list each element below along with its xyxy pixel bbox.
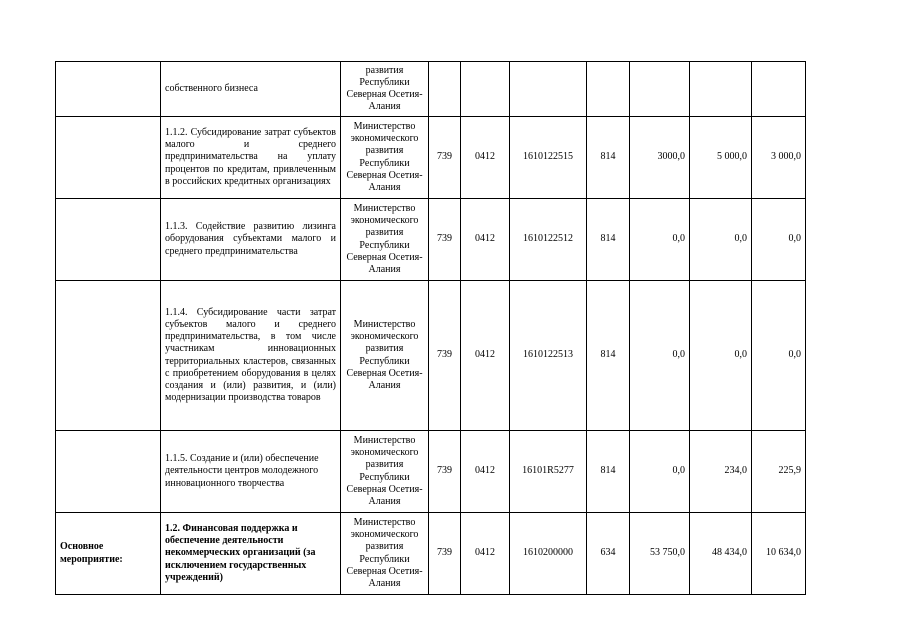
csr-cell: 16101R5277	[510, 431, 587, 513]
vr-cell: 814	[587, 431, 630, 513]
grbs-cell: 739	[429, 281, 461, 431]
amount-year2-cell: 0,0	[690, 281, 752, 431]
amount-year2-cell: 5 000,0	[690, 117, 752, 199]
vr-cell	[587, 62, 630, 117]
executor-cell: Министерство экономического развития Республики Северная Осетия-Алания	[341, 431, 429, 513]
amount-year1-cell	[630, 62, 690, 117]
executor-cell: Министерство экономического развития Республики Северная Осетия-Алания	[341, 281, 429, 431]
amount-year1-cell: 0,0	[630, 431, 690, 513]
csr-cell: 1610122512	[510, 199, 587, 281]
table-row	[56, 62, 806, 117]
activity-name-cell: собственного бизнеса	[161, 62, 341, 117]
grbs-cell	[429, 62, 461, 117]
activity-name-cell: 1.2. Финансовая поддержка и обеспечение деятельности некоммерческих организаций (за исключением государственных учреждений)	[161, 513, 341, 595]
csr-cell	[510, 62, 587, 117]
rz-pr-cell: 0412	[461, 199, 510, 281]
amount-year3-cell: 3 000,0	[752, 117, 806, 199]
rz-pr-cell: 0412	[461, 117, 510, 199]
grbs-cell: 739	[429, 513, 461, 595]
amount-year3-cell	[752, 62, 806, 117]
amount-year3-cell: 0,0	[752, 281, 806, 431]
rz-pr-cell: 0412	[461, 281, 510, 431]
activity-name-cell: 1.1.5. Создание и (или) обеспечение деятельности центров молодежного инновационного творчества	[161, 431, 341, 513]
activity-name-cell: 1.1.4. Субсидирование части затрат субъектов малого и среднего предпринимательства, в том числе участникам инновационных территориальных кластеров, связанных с приобретением оборудования в целях создания и (или) развития, и (или) модернизации производства товаров	[161, 281, 341, 431]
activity-kind-cell: Основное мероприятие:	[56, 513, 161, 595]
vr-cell: 814	[587, 281, 630, 431]
amount-year2-cell: 234,0	[690, 431, 752, 513]
grbs-cell: 739	[429, 117, 461, 199]
grbs-cell: 739	[429, 199, 461, 281]
table-row	[56, 199, 806, 281]
amount-year1-cell: 3000,0	[630, 117, 690, 199]
executor-cell: Министерство экономического развития Республики Северная Осетия-Алания	[341, 117, 429, 199]
vr-cell: 814	[587, 117, 630, 199]
executor-cell: Министерство экономического развития Республики Северная Осетия-Алания	[341, 513, 429, 595]
amount-year1-cell: 53 750,0	[630, 513, 690, 595]
budget-table	[55, 61, 806, 595]
activity-kind-cell	[56, 431, 161, 513]
amount-year1-cell: 0,0	[630, 199, 690, 281]
amount-year2-cell	[690, 62, 752, 117]
executor-cell: Министерство экономического развития Республики Северная Осетия-Алания	[341, 199, 429, 281]
table-row	[56, 117, 806, 199]
rz-pr-cell: 0412	[461, 431, 510, 513]
activity-name-cell: 1.1.3. Содействие развитию лизинга оборудования субъектами малого и среднего предпринимательства	[161, 199, 341, 281]
grbs-cell: 739	[429, 431, 461, 513]
table-row	[56, 513, 806, 595]
table-row	[56, 431, 806, 513]
csr-cell: 1610122513	[510, 281, 587, 431]
table-row	[56, 281, 806, 431]
activity-kind-cell	[56, 281, 161, 431]
activity-name-cell: 1.1.2. Субсидирование затрат субъектов малого и среднего предпринимательства на уплату процентов по кредитам, привлеченным в российских кредитных организациях	[161, 117, 341, 199]
amount-year3-cell: 0,0	[752, 199, 806, 281]
amount-year3-cell: 225,9	[752, 431, 806, 513]
amount-year3-cell: 10 634,0	[752, 513, 806, 595]
vr-cell: 814	[587, 199, 630, 281]
rz-pr-cell: 0412	[461, 513, 510, 595]
activity-kind-cell	[56, 62, 161, 117]
activity-kind-cell	[56, 117, 161, 199]
csr-cell: 1610200000	[510, 513, 587, 595]
amount-year2-cell: 48 434,0	[690, 513, 752, 595]
vr-cell: 634	[587, 513, 630, 595]
csr-cell: 1610122515	[510, 117, 587, 199]
rz-pr-cell	[461, 62, 510, 117]
amount-year1-cell: 0,0	[630, 281, 690, 431]
activity-kind-cell	[56, 199, 161, 281]
amount-year2-cell: 0,0	[690, 199, 752, 281]
executor-cell: развития Республики Северная Осетия-Алания	[341, 62, 429, 117]
